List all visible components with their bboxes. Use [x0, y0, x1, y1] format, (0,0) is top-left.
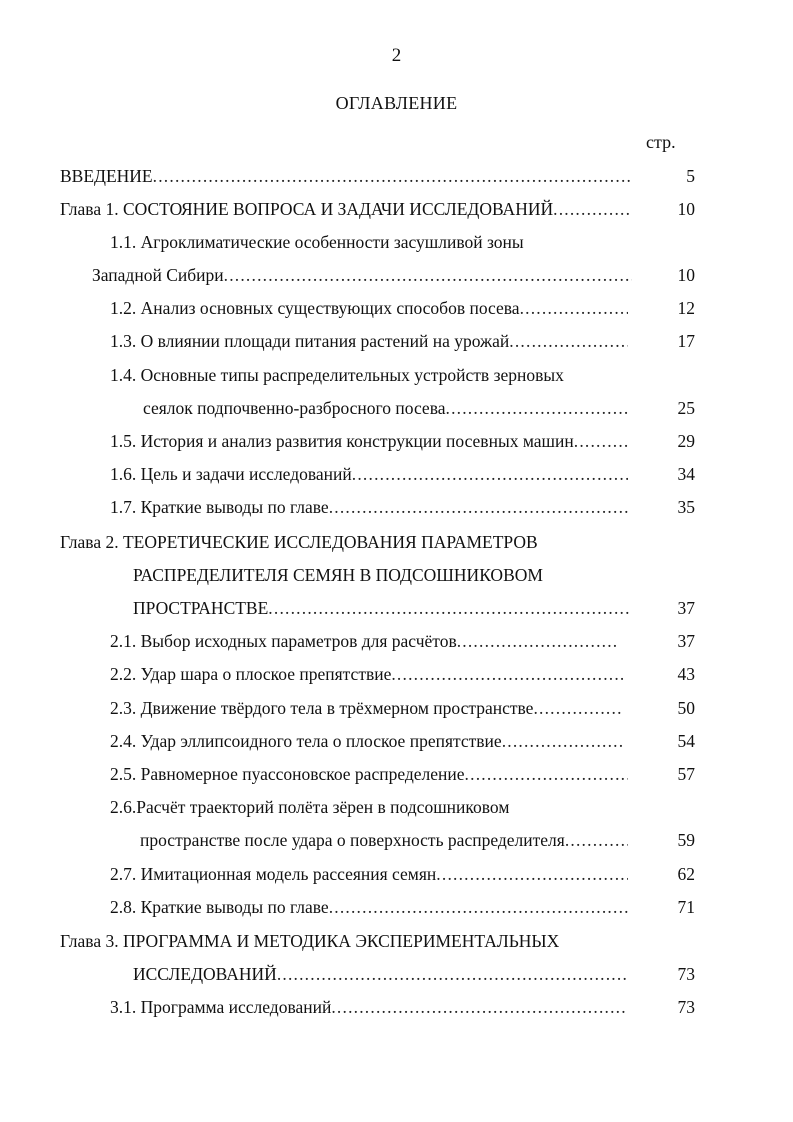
dot-leader [329, 495, 628, 519]
toc-page-number: 54 [677, 731, 695, 751]
toc-entry-text: 1.2. Анализ основных существующих способов посева [110, 298, 520, 318]
toc-entry-chapter-2[interactable] [60, 530, 695, 554]
toc-entry-text: 1.3. О влиянии площади питания растений на урожай [110, 331, 510, 351]
toc-page-number: 37 [677, 631, 695, 651]
toc-entry-2-3[interactable] [110, 696, 695, 720]
toc-entry-introduction[interactable] [60, 164, 695, 188]
toc-entry-1-7[interactable] [110, 495, 695, 519]
toc-entry-text: пространстве после удара о поверхность распределителя [140, 830, 565, 850]
toc-entry-text: 1.5. История и анализ развития конструкции посевных машин [110, 431, 574, 451]
toc-page-number: 10 [677, 199, 695, 219]
toc-entry-2-1[interactable] [110, 629, 695, 653]
toc-entry-text: 2.1. Выбор исходных параметров для расчётов [110, 631, 457, 651]
toc-page-number: 17 [677, 331, 695, 351]
toc-entry-text: 1.1. Агроклиматические особенности засушливой зоны [110, 232, 524, 252]
dot-leader [331, 995, 628, 1019]
toc-entry-2-2[interactable] [110, 662, 695, 686]
dot-leader [457, 629, 618, 653]
toc-entry-1-1-cont[interactable] [92, 263, 695, 287]
toc-entry-text: Западной Сибири [92, 265, 224, 285]
toc-entry-chapter-2-end[interactable] [133, 596, 695, 620]
toc-entry-text: Глава 2. ТЕОРЕТИЧЕСКИЕ ИССЛЕДОВАНИЯ ПАРАМЕТРОВ [60, 532, 538, 552]
toc-entry-chapter-1[interactable] [60, 197, 695, 221]
toc-page-number: 62 [677, 864, 695, 884]
dot-leader [520, 296, 628, 320]
toc-page-number: 10 [677, 265, 695, 285]
toc-title: ОГЛАВЛЕНИЕ [335, 93, 458, 113]
toc-entry-2-6[interactable] [110, 795, 695, 819]
toc-entry-text: ПРОСТРАНСТВЕ [133, 598, 269, 618]
toc-page-number: 57 [677, 764, 695, 784]
toc-page-number: 73 [677, 997, 695, 1017]
page-column-label: стр. [646, 132, 676, 152]
toc-page-number: 37 [677, 598, 695, 618]
dot-leader [553, 197, 630, 221]
page-number: 2 [391, 45, 402, 66]
toc-entry-text: 2.7. Имитационная модель рассеяния семян [110, 864, 437, 884]
toc-entry-1-4-cont[interactable] [143, 396, 695, 420]
dot-leader [277, 962, 629, 986]
toc-entry-text: Глава 3. ПРОГРАММА И МЕТОДИКА ЭКСПЕРИМЕНТАЛЬНЫХ [60, 931, 560, 951]
toc-entry-chapter-2-cont[interactable] [133, 563, 695, 587]
toc-entry-text: сеялок подпочвенно-разбросного посева [143, 398, 446, 418]
toc-entry-2-7[interactable] [110, 862, 695, 886]
toc-page-number: 12 [677, 298, 695, 318]
toc-entry-2-5[interactable] [110, 762, 695, 786]
toc-entry-text: 1.7. Краткие выводы по главе [110, 497, 329, 517]
dot-leader [153, 164, 630, 188]
toc-entry-text: 2.2. Удар шара о плоское препятствие [110, 664, 392, 684]
toc-page-number: 43 [677, 664, 695, 684]
toc-page-number: 73 [677, 964, 695, 984]
toc-page-number: 29 [677, 431, 695, 451]
toc-entry-1-5[interactable] [110, 429, 695, 453]
toc-page-number: 35 [677, 497, 695, 517]
toc-entry-text: 2.4. Удар эллипсоидного тела о плоское препятствие [110, 731, 502, 751]
toc-entry-1-1[interactable] [110, 230, 695, 254]
toc-entry-chapter-3[interactable] [60, 929, 695, 953]
toc-entry-3-1[interactable] [110, 995, 695, 1019]
toc-page-number: 59 [677, 830, 695, 850]
toc-entry-1-6[interactable] [110, 462, 695, 486]
dot-leader [352, 462, 628, 486]
toc-entry-1-3[interactable] [110, 329, 695, 353]
dot-leader [565, 828, 628, 852]
toc-page-number: 50 [677, 698, 695, 718]
dot-leader [391, 662, 623, 686]
toc-entry-text: 2.5. Равномерное пуассоновское распределение [110, 764, 465, 784]
toc-entry-2-4[interactable] [110, 729, 695, 753]
toc-page-number: 25 [677, 398, 695, 418]
toc-entry-text: 3.1. Программа исследований [110, 997, 332, 1017]
toc-entry-1-4[interactable] [110, 363, 695, 387]
toc-entry-text: ИССЛЕДОВАНИЙ [133, 964, 277, 984]
dot-leader [502, 729, 623, 753]
toc-entry-text: 2.8. Краткие выводы по главе [110, 897, 329, 917]
dot-leader [329, 895, 628, 919]
toc-entry-1-2[interactable] [110, 296, 695, 320]
dot-leader [574, 429, 628, 453]
toc-entry-text: Глава 1. СОСТОЯНИЕ ВОПРОСА И ЗАДАЧИ ИССЛЕДОВАНИЙ [60, 199, 554, 219]
toc-page-number: 71 [677, 897, 695, 917]
toc-entry-2-8[interactable] [110, 895, 695, 919]
toc-entry-text: 1.4. Основные типы распределительных устройств зерновых [110, 365, 564, 385]
toc-entry-text: 2.3. Движение твёрдого тела в трёхмерном пространстве [110, 698, 534, 718]
toc-entry-2-6-cont[interactable] [140, 828, 695, 852]
dot-leader [465, 762, 628, 786]
toc-entry-text: 1.6. Цель и задачи исследований [110, 464, 352, 484]
dot-leader [509, 329, 628, 353]
dot-leader [446, 396, 629, 420]
toc-page-number: 34 [677, 464, 695, 484]
toc-entry-text: ВВЕДЕНИЕ [60, 166, 153, 186]
toc-page-number: 5 [686, 166, 695, 186]
dot-leader [224, 263, 632, 287]
toc-entry-chapter-3-cont[interactable] [133, 962, 695, 986]
toc-entry-text: РАСПРЕДЕЛИТЕЛЯ СЕМЯН В ПОДСОШНИКОВОМ [133, 565, 543, 585]
dot-leader [268, 596, 629, 620]
dot-leader [533, 696, 623, 720]
toc-entry-text: 2.6.Расчёт траекторий полёта зёрен в подсошниковом [110, 797, 510, 817]
dot-leader [436, 862, 628, 886]
